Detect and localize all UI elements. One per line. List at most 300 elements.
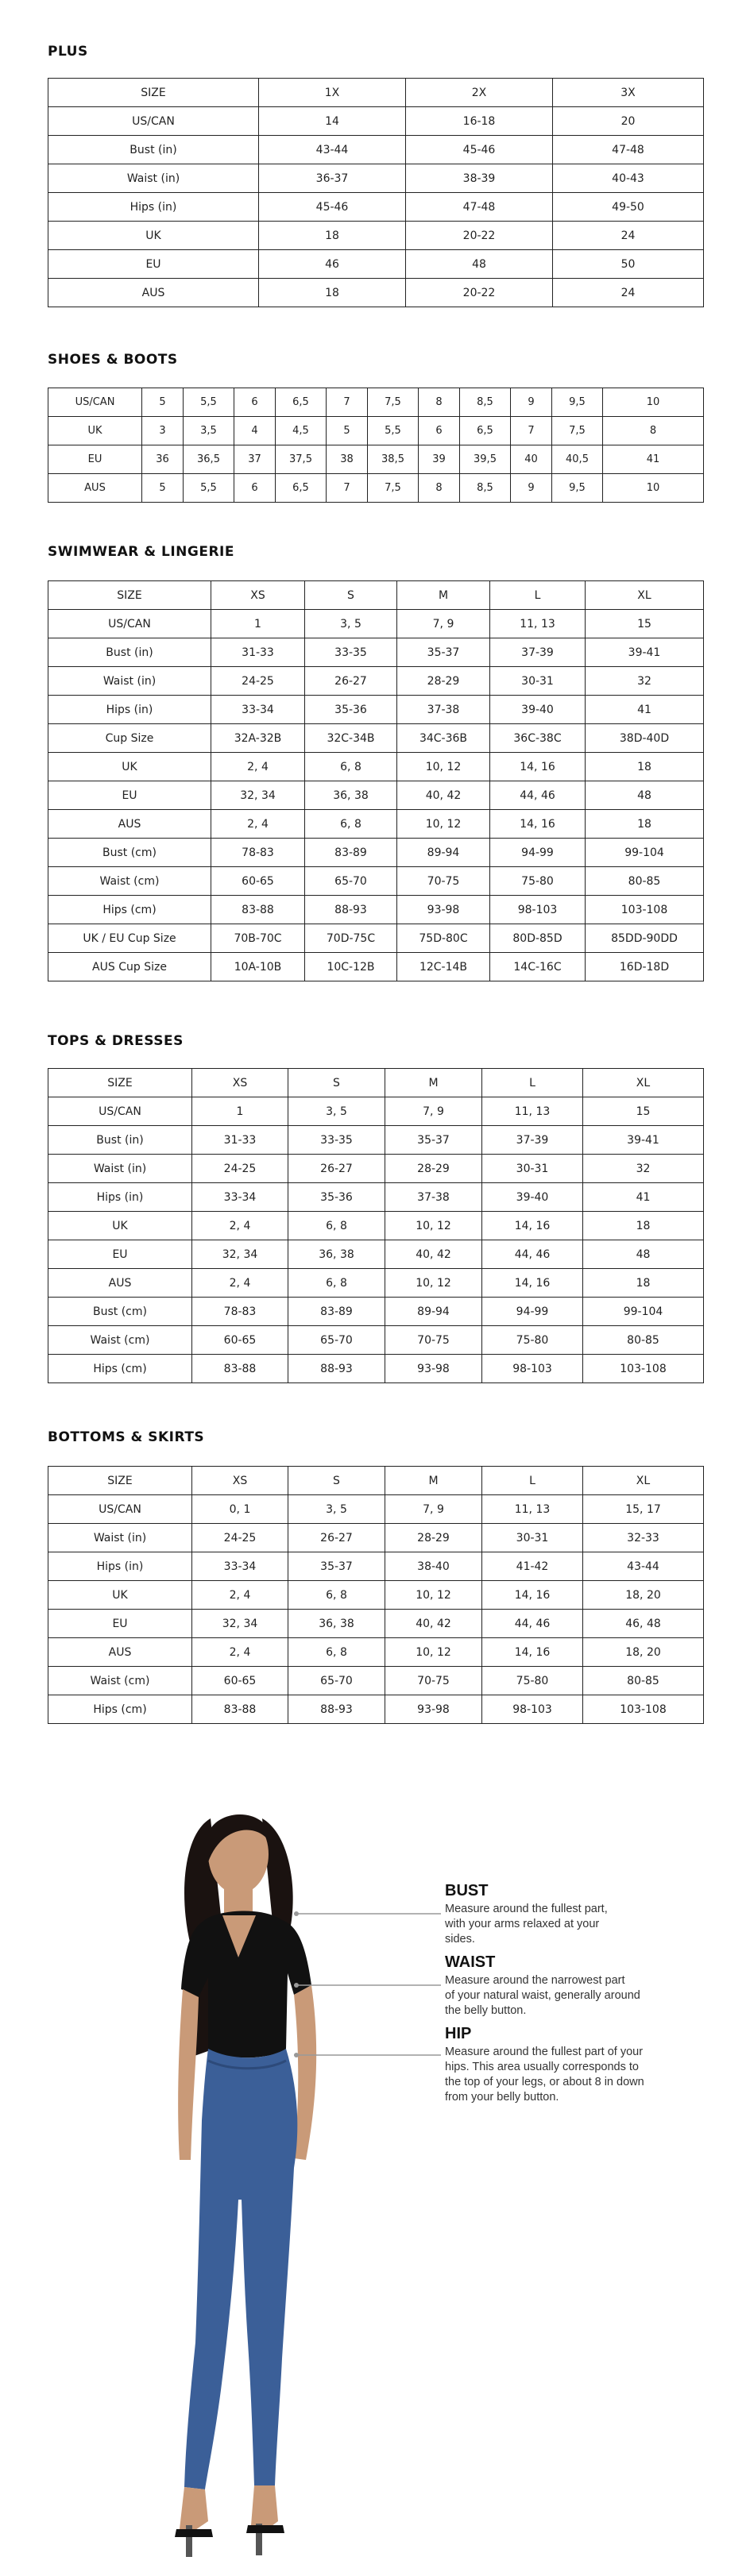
- table-cell: 37: [234, 445, 276, 474]
- row-label-cell: EU: [48, 1240, 192, 1269]
- table-cell: 0, 1: [192, 1495, 288, 1524]
- table-cell: 6: [234, 474, 276, 503]
- waist-line-2: of your natural waist, generally around: [445, 1989, 640, 2002]
- row-label-cell: Waist (cm): [48, 1667, 192, 1695]
- table-cell: 37-38: [385, 1183, 482, 1212]
- header-cell: 1X: [259, 79, 406, 107]
- table-body: [48, 388, 704, 503]
- table-cell: 8,5: [460, 474, 511, 503]
- section-title-swimwear: SWIMWEAR & LINGERIE: [48, 544, 234, 560]
- row-label-cell: Hips (cm): [48, 1695, 192, 1724]
- table-cell: 28-29: [397, 667, 490, 696]
- table-row: [48, 810, 704, 839]
- table-cell: 2, 4: [211, 753, 305, 781]
- row-label-cell: EU: [48, 1610, 192, 1638]
- table-cell: 70-75: [385, 1326, 482, 1355]
- table-cell: 80-85: [586, 867, 704, 896]
- table-cell: 6,5: [276, 388, 327, 417]
- header-cell: M: [385, 1069, 482, 1097]
- table-cell: 88-93: [288, 1355, 385, 1383]
- table-cell: 49-50: [553, 193, 704, 222]
- table-cell: 5,5: [184, 474, 234, 503]
- table-body: [48, 1495, 704, 1724]
- table-cell: 5: [142, 388, 184, 417]
- header-cell: XS: [192, 1467, 288, 1495]
- table-cell: 30-31: [482, 1155, 583, 1183]
- table-cell: 93-98: [385, 1695, 482, 1724]
- table-cell: 33-34: [192, 1552, 288, 1581]
- table-cell: 38D-40D: [586, 724, 704, 753]
- waist-guide: [445, 1953, 699, 2019]
- table-row: [48, 1155, 704, 1183]
- table-cell: 16-18: [406, 107, 553, 136]
- hip-line-1: Measure around the fullest part of your: [445, 2046, 644, 2058]
- table-cell: 40, 42: [385, 1240, 482, 1269]
- table-cell: 6, 8: [288, 1269, 385, 1298]
- table-cell: 10, 12: [385, 1269, 482, 1298]
- table-cell: 45-46: [259, 193, 406, 222]
- header-cell: M: [397, 581, 490, 610]
- table-cell: 32, 34: [192, 1240, 288, 1269]
- table-cell: 24-25: [211, 667, 305, 696]
- row-label-cell: Bust (cm): [48, 839, 211, 867]
- table-cell: 37,5: [276, 445, 327, 474]
- header-cell: SIZE: [48, 79, 259, 107]
- table-row: [48, 193, 704, 222]
- row-label-cell: Bust (in): [48, 1126, 192, 1155]
- table-cell: 6, 8: [288, 1638, 385, 1667]
- table-cell: 50: [553, 250, 704, 279]
- table-cell: 10: [603, 474, 704, 503]
- table-cell: 39-41: [583, 1126, 704, 1155]
- table-cell: 38: [327, 445, 368, 474]
- table-body: [48, 610, 704, 981]
- bottoms-size-table: [48, 1466, 704, 1724]
- table-cell: 14: [259, 107, 406, 136]
- table-cell: 43-44: [259, 136, 406, 164]
- table-cell: 40: [511, 445, 552, 474]
- table-cell: 30-31: [482, 1524, 583, 1552]
- bust-line-3: sides.: [445, 1933, 475, 1945]
- table-cell: 35-37: [288, 1552, 385, 1581]
- table-cell: 75-80: [482, 1326, 583, 1355]
- header-cell: XL: [586, 581, 704, 610]
- table-cell: 36-37: [259, 164, 406, 193]
- table-cell: 47-48: [406, 193, 553, 222]
- table-cell: 37-39: [482, 1126, 583, 1155]
- table-cell: 43-44: [583, 1552, 704, 1581]
- table-row: [48, 107, 704, 136]
- table-cell: 8: [419, 474, 460, 503]
- row-label-cell: Waist (in): [48, 1155, 192, 1183]
- table-cell: 70B-70C: [211, 924, 305, 953]
- row-label-cell: AUS: [48, 474, 142, 503]
- table-cell: 75-80: [490, 867, 586, 896]
- table-header-row: [48, 1069, 704, 1097]
- table-cell: 3: [142, 417, 184, 445]
- hip-line-3: the top of your legs, or about 8 in down: [445, 2076, 644, 2088]
- table-cell: 7, 9: [385, 1097, 482, 1126]
- table-cell: 37-38: [397, 696, 490, 724]
- table-row: [48, 388, 704, 417]
- table-cell: 9,5: [552, 474, 603, 503]
- header-cell: SIZE: [48, 1069, 192, 1097]
- row-label-cell: Waist (in): [48, 1524, 192, 1552]
- table-cell: 15: [586, 610, 704, 638]
- row-label-cell: Hips (in): [48, 193, 259, 222]
- table-cell: 33-34: [211, 696, 305, 724]
- section-title-tops: TOPS & DRESSES: [48, 1033, 184, 1049]
- table-cell: 7: [327, 474, 368, 503]
- table-cell: 78-83: [192, 1298, 288, 1326]
- table-cell: 6, 8: [305, 810, 397, 839]
- table-cell: 1: [192, 1097, 288, 1126]
- table-row: [48, 1638, 704, 1667]
- table-cell: 26-27: [288, 1524, 385, 1552]
- table-row: [48, 1552, 704, 1581]
- table-cell: 26-27: [305, 667, 397, 696]
- table-row: [48, 638, 704, 667]
- hip-title: HIP: [445, 2025, 472, 2042]
- row-label-cell: US/CAN: [48, 1097, 192, 1126]
- table-cell: 60-65: [211, 867, 305, 896]
- table-cell: 14, 16: [490, 810, 586, 839]
- table-cell: 65-70: [288, 1326, 385, 1355]
- table-row: [48, 222, 704, 250]
- table-row: [48, 417, 704, 445]
- table-cell: 18: [586, 810, 704, 839]
- table-cell: 1: [211, 610, 305, 638]
- table-cell: 46: [259, 250, 406, 279]
- row-label-cell: Hips (cm): [48, 896, 211, 924]
- row-label-cell: Bust (in): [48, 638, 211, 667]
- row-label-cell: AUS: [48, 1638, 192, 1667]
- table-cell: 2, 4: [211, 810, 305, 839]
- table-row: [48, 1326, 704, 1355]
- table-cell: 38-39: [406, 164, 553, 193]
- table-cell: 103-108: [583, 1695, 704, 1724]
- row-label-cell: UK: [48, 222, 259, 250]
- table-cell: 5,5: [368, 417, 419, 445]
- table-cell: 8,5: [460, 388, 511, 417]
- table-cell: 6: [419, 417, 460, 445]
- table-cell: 36: [142, 445, 184, 474]
- row-label-cell: Waist (cm): [48, 1326, 192, 1355]
- row-label-cell: Bust (cm): [48, 1298, 192, 1326]
- table-row: [48, 610, 704, 638]
- table-cell: 44, 46: [482, 1610, 583, 1638]
- table-row: [48, 136, 704, 164]
- row-label-cell: Cup Size: [48, 724, 211, 753]
- table-cell: 9: [511, 388, 552, 417]
- table-cell: 99-104: [586, 839, 704, 867]
- header-cell: 3X: [553, 79, 704, 107]
- table-row: [48, 1183, 704, 1212]
- table-cell: 103-108: [583, 1355, 704, 1383]
- header-cell: SIZE: [48, 581, 211, 610]
- table-cell: 32, 34: [211, 781, 305, 810]
- table-cell: 39-41: [586, 638, 704, 667]
- table-cell: 6, 8: [305, 753, 397, 781]
- table-cell: 32: [583, 1155, 704, 1183]
- row-label-cell: Bust (in): [48, 136, 259, 164]
- table-cell: 83-88: [192, 1695, 288, 1724]
- row-label-cell: EU: [48, 781, 211, 810]
- table-row: [48, 1495, 704, 1524]
- table-cell: 10, 12: [385, 1638, 482, 1667]
- table-body: [48, 107, 704, 307]
- table-cell: 37-39: [490, 638, 586, 667]
- row-label-cell: Hips (cm): [48, 1355, 192, 1383]
- table-cell: 40-43: [553, 164, 704, 193]
- table-cell: 10, 12: [397, 753, 490, 781]
- table-cell: 41-42: [482, 1552, 583, 1581]
- table-header-row: [48, 581, 704, 610]
- shoes-size-table: [48, 388, 704, 503]
- table-cell: 83-89: [288, 1298, 385, 1326]
- table-cell: 7: [327, 388, 368, 417]
- table-cell: 10A-10B: [211, 953, 305, 981]
- table-cell: 9: [511, 474, 552, 503]
- row-label-cell: Waist (cm): [48, 867, 211, 896]
- table-cell: 3,5: [184, 417, 234, 445]
- table-cell: 3, 5: [288, 1097, 385, 1126]
- table-cell: 93-98: [385, 1355, 482, 1383]
- table-row: [48, 953, 704, 981]
- table-cell: 33-35: [288, 1126, 385, 1155]
- table-cell: 18: [583, 1212, 704, 1240]
- table-cell: 41: [586, 696, 704, 724]
- table-cell: 10, 12: [385, 1212, 482, 1240]
- table-cell: 18, 20: [583, 1638, 704, 1667]
- table-cell: 15: [583, 1097, 704, 1126]
- table-cell: 16D-18D: [586, 953, 704, 981]
- table-row: [48, 1355, 704, 1383]
- table-row: [48, 667, 704, 696]
- table-cell: 75D-80C: [397, 924, 490, 953]
- hip-line-4: from your belly button.: [445, 2091, 559, 2104]
- table-row: [48, 1610, 704, 1638]
- hip-guide: [445, 2025, 699, 2105]
- table-cell: 32, 34: [192, 1610, 288, 1638]
- section-title-shoes: SHOES & BOOTS: [48, 352, 178, 368]
- table-cell: 18, 20: [583, 1581, 704, 1610]
- table-cell: 7,5: [368, 474, 419, 503]
- table-cell: 32: [586, 667, 704, 696]
- table-cell: 36, 38: [288, 1240, 385, 1269]
- table-cell: 33-35: [305, 638, 397, 667]
- table-cell: 24-25: [192, 1524, 288, 1552]
- table-cell: 44, 46: [482, 1240, 583, 1269]
- row-label-cell: AUS: [48, 810, 211, 839]
- table-cell: 26-27: [288, 1155, 385, 1183]
- header-cell: XS: [211, 581, 305, 610]
- header-cell: L: [482, 1467, 583, 1495]
- table-cell: 33-34: [192, 1183, 288, 1212]
- table-cell: 18: [259, 222, 406, 250]
- header-cell: SIZE: [48, 1467, 192, 1495]
- table-cell: 98-103: [482, 1695, 583, 1724]
- table-cell: 20: [553, 107, 704, 136]
- table-row: [48, 250, 704, 279]
- header-cell: M: [385, 1467, 482, 1495]
- table-cell: 48: [406, 250, 553, 279]
- table-cell: 39: [419, 445, 460, 474]
- bust-title: BUST: [445, 1882, 489, 1899]
- table-cell: 11, 13: [482, 1495, 583, 1524]
- table-row: [48, 724, 704, 753]
- table-cell: 20-22: [406, 279, 553, 307]
- table-cell: 40, 42: [397, 781, 490, 810]
- header-cell: S: [305, 581, 397, 610]
- table-cell: 35-37: [397, 638, 490, 667]
- table-cell: 35-36: [288, 1183, 385, 1212]
- table-cell: 5: [142, 474, 184, 503]
- header-cell: S: [288, 1069, 385, 1097]
- table-cell: 7: [511, 417, 552, 445]
- table-cell: 10, 12: [385, 1581, 482, 1610]
- table-cell: 80-85: [583, 1326, 704, 1355]
- table-cell: 98-103: [490, 896, 586, 924]
- table-cell: 38,5: [368, 445, 419, 474]
- table-cell: 70-75: [397, 867, 490, 896]
- table-row: [48, 445, 704, 474]
- table-cell: 2, 4: [192, 1638, 288, 1667]
- waist-line-3: the belly button.: [445, 2004, 527, 2017]
- row-label-cell: Waist (in): [48, 667, 211, 696]
- table-cell: 34C-36B: [397, 724, 490, 753]
- table-cell: 8: [419, 388, 460, 417]
- table-row: [48, 696, 704, 724]
- table-header-row: [48, 1467, 704, 1495]
- table-row: [48, 1298, 704, 1326]
- header-cell: XL: [583, 1467, 704, 1495]
- table-cell: 36C-38C: [490, 724, 586, 753]
- table-cell: 40, 42: [385, 1610, 482, 1638]
- table-row: [48, 753, 704, 781]
- table-cell: 24: [553, 279, 704, 307]
- table-cell: 83-88: [192, 1355, 288, 1383]
- table-cell: 9,5: [552, 388, 603, 417]
- table-cell: 80D-85D: [490, 924, 586, 953]
- table-cell: 32A-32B: [211, 724, 305, 753]
- table-cell: 94-99: [490, 839, 586, 867]
- table-cell: 31-33: [211, 638, 305, 667]
- bust-line-2: with your arms relaxed at your: [445, 1918, 600, 1930]
- header-cell: L: [482, 1069, 583, 1097]
- table-cell: 85DD-90DD: [586, 924, 704, 953]
- table-cell: 99-104: [583, 1298, 704, 1326]
- table-cell: 36,5: [184, 445, 234, 474]
- table-cell: 6, 8: [288, 1581, 385, 1610]
- table-row: [48, 1240, 704, 1269]
- row-label-cell: AUS: [48, 279, 259, 307]
- row-label-cell: US/CAN: [48, 388, 142, 417]
- table-cell: 14, 16: [482, 1269, 583, 1298]
- table-cell: 14, 16: [482, 1212, 583, 1240]
- table-cell: 98-103: [482, 1355, 583, 1383]
- table-cell: 30-31: [490, 667, 586, 696]
- row-label-cell: UK: [48, 417, 142, 445]
- table-cell: 24: [553, 222, 704, 250]
- row-label-cell: UK: [48, 753, 211, 781]
- row-label-cell: UK: [48, 1581, 192, 1610]
- table-row: [48, 1581, 704, 1610]
- table-cell: 78-83: [211, 839, 305, 867]
- table-row: [48, 1269, 704, 1298]
- table-cell: 8: [603, 417, 704, 445]
- row-label-cell: EU: [48, 250, 259, 279]
- table-cell: 75-80: [482, 1667, 583, 1695]
- table-cell: 89-94: [397, 839, 490, 867]
- table-row: [48, 867, 704, 896]
- plus-size-table: [48, 78, 704, 307]
- row-label-cell: US/CAN: [48, 610, 211, 638]
- header-cell: S: [288, 1467, 385, 1495]
- table-cell: 6: [234, 388, 276, 417]
- table-row: [48, 1126, 704, 1155]
- table-cell: 20-22: [406, 222, 553, 250]
- table-row: [48, 1695, 704, 1724]
- table-cell: 4,5: [276, 417, 327, 445]
- table-cell: 14, 16: [482, 1581, 583, 1610]
- table-row: [48, 1212, 704, 1240]
- table-cell: 94-99: [482, 1298, 583, 1326]
- table-cell: 14C-16C: [490, 953, 586, 981]
- table-cell: 15, 17: [583, 1495, 704, 1524]
- table-cell: 7, 9: [397, 610, 490, 638]
- table-cell: 14, 16: [490, 753, 586, 781]
- table-cell: 48: [586, 781, 704, 810]
- table-cell: 41: [583, 1183, 704, 1212]
- table-cell: 2, 4: [192, 1269, 288, 1298]
- table-cell: 83-89: [305, 839, 397, 867]
- table-cell: 39-40: [482, 1183, 583, 1212]
- row-label-cell: UK: [48, 1212, 192, 1240]
- table-cell: 65-70: [305, 867, 397, 896]
- table-cell: 5,5: [184, 388, 234, 417]
- table-cell: 11, 13: [482, 1097, 583, 1126]
- table-cell: 36, 38: [305, 781, 397, 810]
- table-row: [48, 474, 704, 503]
- table-cell: 39,5: [460, 445, 511, 474]
- table-cell: 10, 12: [397, 810, 490, 839]
- table-cell: 88-93: [288, 1695, 385, 1724]
- row-label-cell: US/CAN: [48, 107, 259, 136]
- table-cell: 28-29: [385, 1155, 482, 1183]
- table-cell: 60-65: [192, 1667, 288, 1695]
- table-cell: 5: [327, 417, 368, 445]
- table-cell: 18: [586, 753, 704, 781]
- table-cell: 6,5: [460, 417, 511, 445]
- table-cell: 6, 8: [288, 1212, 385, 1240]
- table-row: [48, 781, 704, 810]
- table-cell: 88-93: [305, 896, 397, 924]
- tops-size-table: [48, 1068, 704, 1383]
- bust-guide: [445, 1882, 699, 1947]
- table-cell: 80-85: [583, 1667, 704, 1695]
- table-cell: 3, 5: [288, 1495, 385, 1524]
- table-header-row: [48, 79, 704, 107]
- row-label-cell: AUS: [48, 1269, 192, 1298]
- table-cell: 3, 5: [305, 610, 397, 638]
- bust-line-1: Measure around the fullest part,: [445, 1903, 608, 1915]
- table-row: [48, 279, 704, 307]
- table-cell: 7,5: [552, 417, 603, 445]
- table-row: [48, 839, 704, 867]
- table-row: [48, 896, 704, 924]
- table-cell: 14, 16: [482, 1638, 583, 1667]
